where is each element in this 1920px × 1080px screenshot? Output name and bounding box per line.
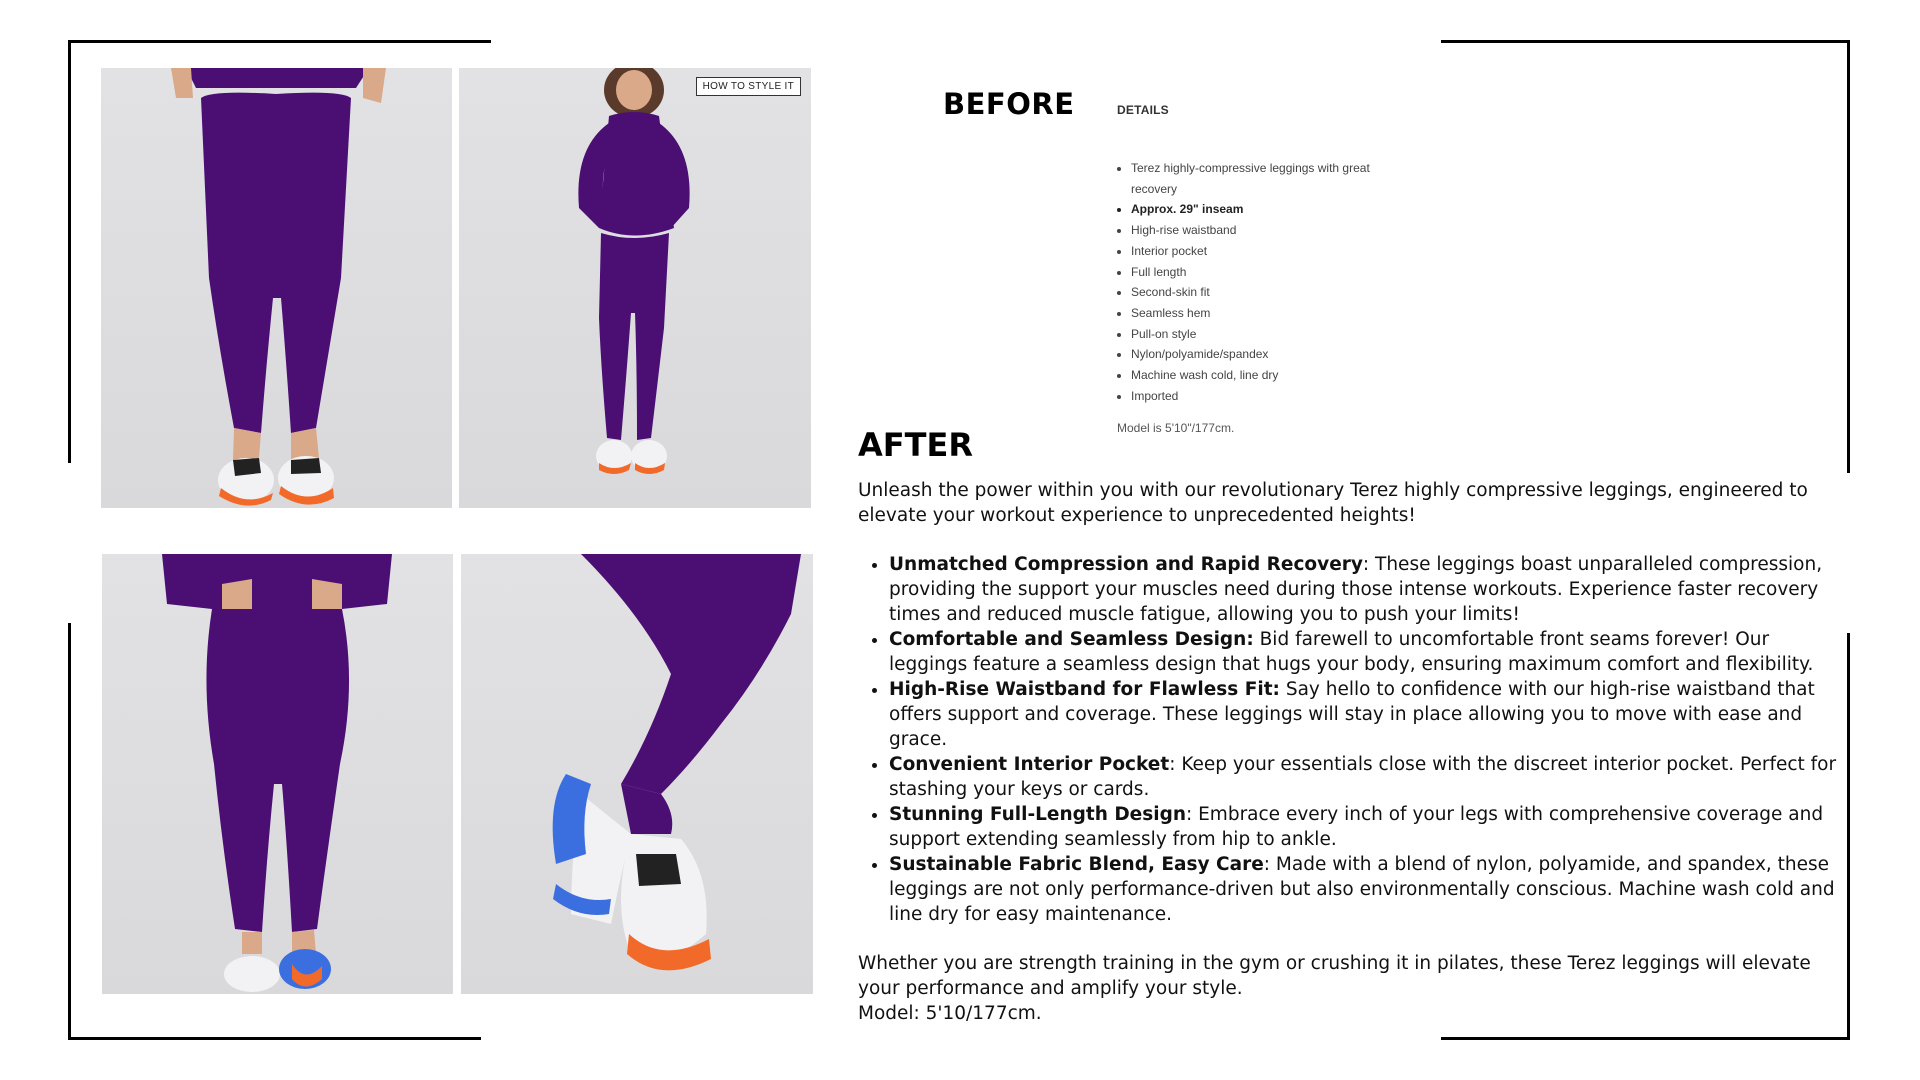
after-closing: Whether you are strength training in the gym or crushing it in pilates, these Terez leggings will elevate your performance and amplify your style.	[858, 953, 1811, 999]
details-list	[1117, 158, 1391, 406]
details-item: • High-rise waistband	[1131, 220, 1391, 241]
details-model-note: Model is 5'10"/177cm.	[1117, 421, 1235, 435]
feature-label: Convenient Interior Pocket	[889, 754, 1170, 775]
feature-item	[889, 552, 1838, 627]
details-heading: DETAILS	[1117, 103, 1169, 117]
feature-item	[889, 852, 1838, 927]
feature-label: Comfortable and Seamless Design:	[889, 629, 1254, 650]
after-heading: AFTER	[858, 426, 973, 464]
product-photo-back	[102, 554, 453, 994]
feature-label: High-Rise Waistband for Flawless Fit:	[889, 679, 1280, 700]
feature-label: Sustainable Fabric Blend, Easy Care	[889, 854, 1264, 875]
after-feature-list	[858, 552, 1838, 927]
product-photo-front	[101, 68, 452, 508]
how-to-style-tag[interactable]: HOW TO STYLE IT	[696, 77, 801, 96]
after-description	[858, 478, 1838, 1026]
feature-text: : Made with a blend of nylon, polyamide, and spandex, these leggings are not only performance-driven but also environmentally conscious. Machine wash cold and line dry for easy maintenance.	[889, 854, 1835, 925]
feature-item	[889, 752, 1838, 802]
feature-item	[889, 627, 1838, 677]
product-photo-closeup	[461, 554, 813, 994]
details-item: • Imported	[1131, 386, 1391, 407]
after-model-note: Model: 5'10/177cm.	[858, 1003, 1042, 1024]
details-item: • Pull-on style	[1131, 324, 1391, 345]
feature-label: Unmatched Compression and Rapid Recovery	[889, 554, 1363, 575]
details-item: • Full length	[1131, 262, 1391, 283]
details-item: • Nylon/polyamide/spandex	[1131, 344, 1391, 365]
feature-text: Say hello to confidence with our high-rise waistband that offers support and coverage. These leggings will stay in place allowing you to move with ease and grace.	[889, 679, 1815, 750]
feature-text: : These leggings boast unparalleled compression, providing the support your muscles need during those intense workouts. Experience faster recovery times and reduced muscle fatigue, allowing you to push your limits!	[889, 554, 1823, 625]
before-heading: BEFORE	[943, 87, 1075, 121]
details-item: • Second-skin fit	[1131, 282, 1391, 303]
details-item: • Approx. 29" inseam	[1131, 199, 1391, 220]
feature-label: Stunning Full-Length Design	[889, 804, 1186, 825]
details-item: • Interior pocket	[1131, 241, 1391, 262]
details-item: • Terez highly-compressive leggings with great recovery	[1131, 158, 1391, 199]
feature-item	[889, 802, 1838, 852]
after-intro: Unleash the power within you with our revolutionary Terez highly compressive leggings, engineered to elevate your workout experience to unprecedented heights!	[858, 480, 1808, 526]
details-item: • Seamless hem	[1131, 303, 1391, 324]
feature-text: Bid farewell to uncomfortable front seams forever! Our leggings feature a seamless design that hugs your body, ensuring maximum comfort and flexibility.	[889, 629, 1814, 675]
product-photo-full-outfit	[459, 68, 811, 508]
feature-text: : Embrace every inch of your legs with comprehensive coverage and support extending seamlessly from hip to ankle.	[889, 804, 1824, 850]
feature-item	[889, 677, 1838, 752]
details-item: • Machine wash cold, line dry	[1131, 365, 1391, 386]
feature-text: : Keep your essentials close with the discreet interior pocket. Perfect for stashing your keys or cards.	[889, 754, 1837, 800]
